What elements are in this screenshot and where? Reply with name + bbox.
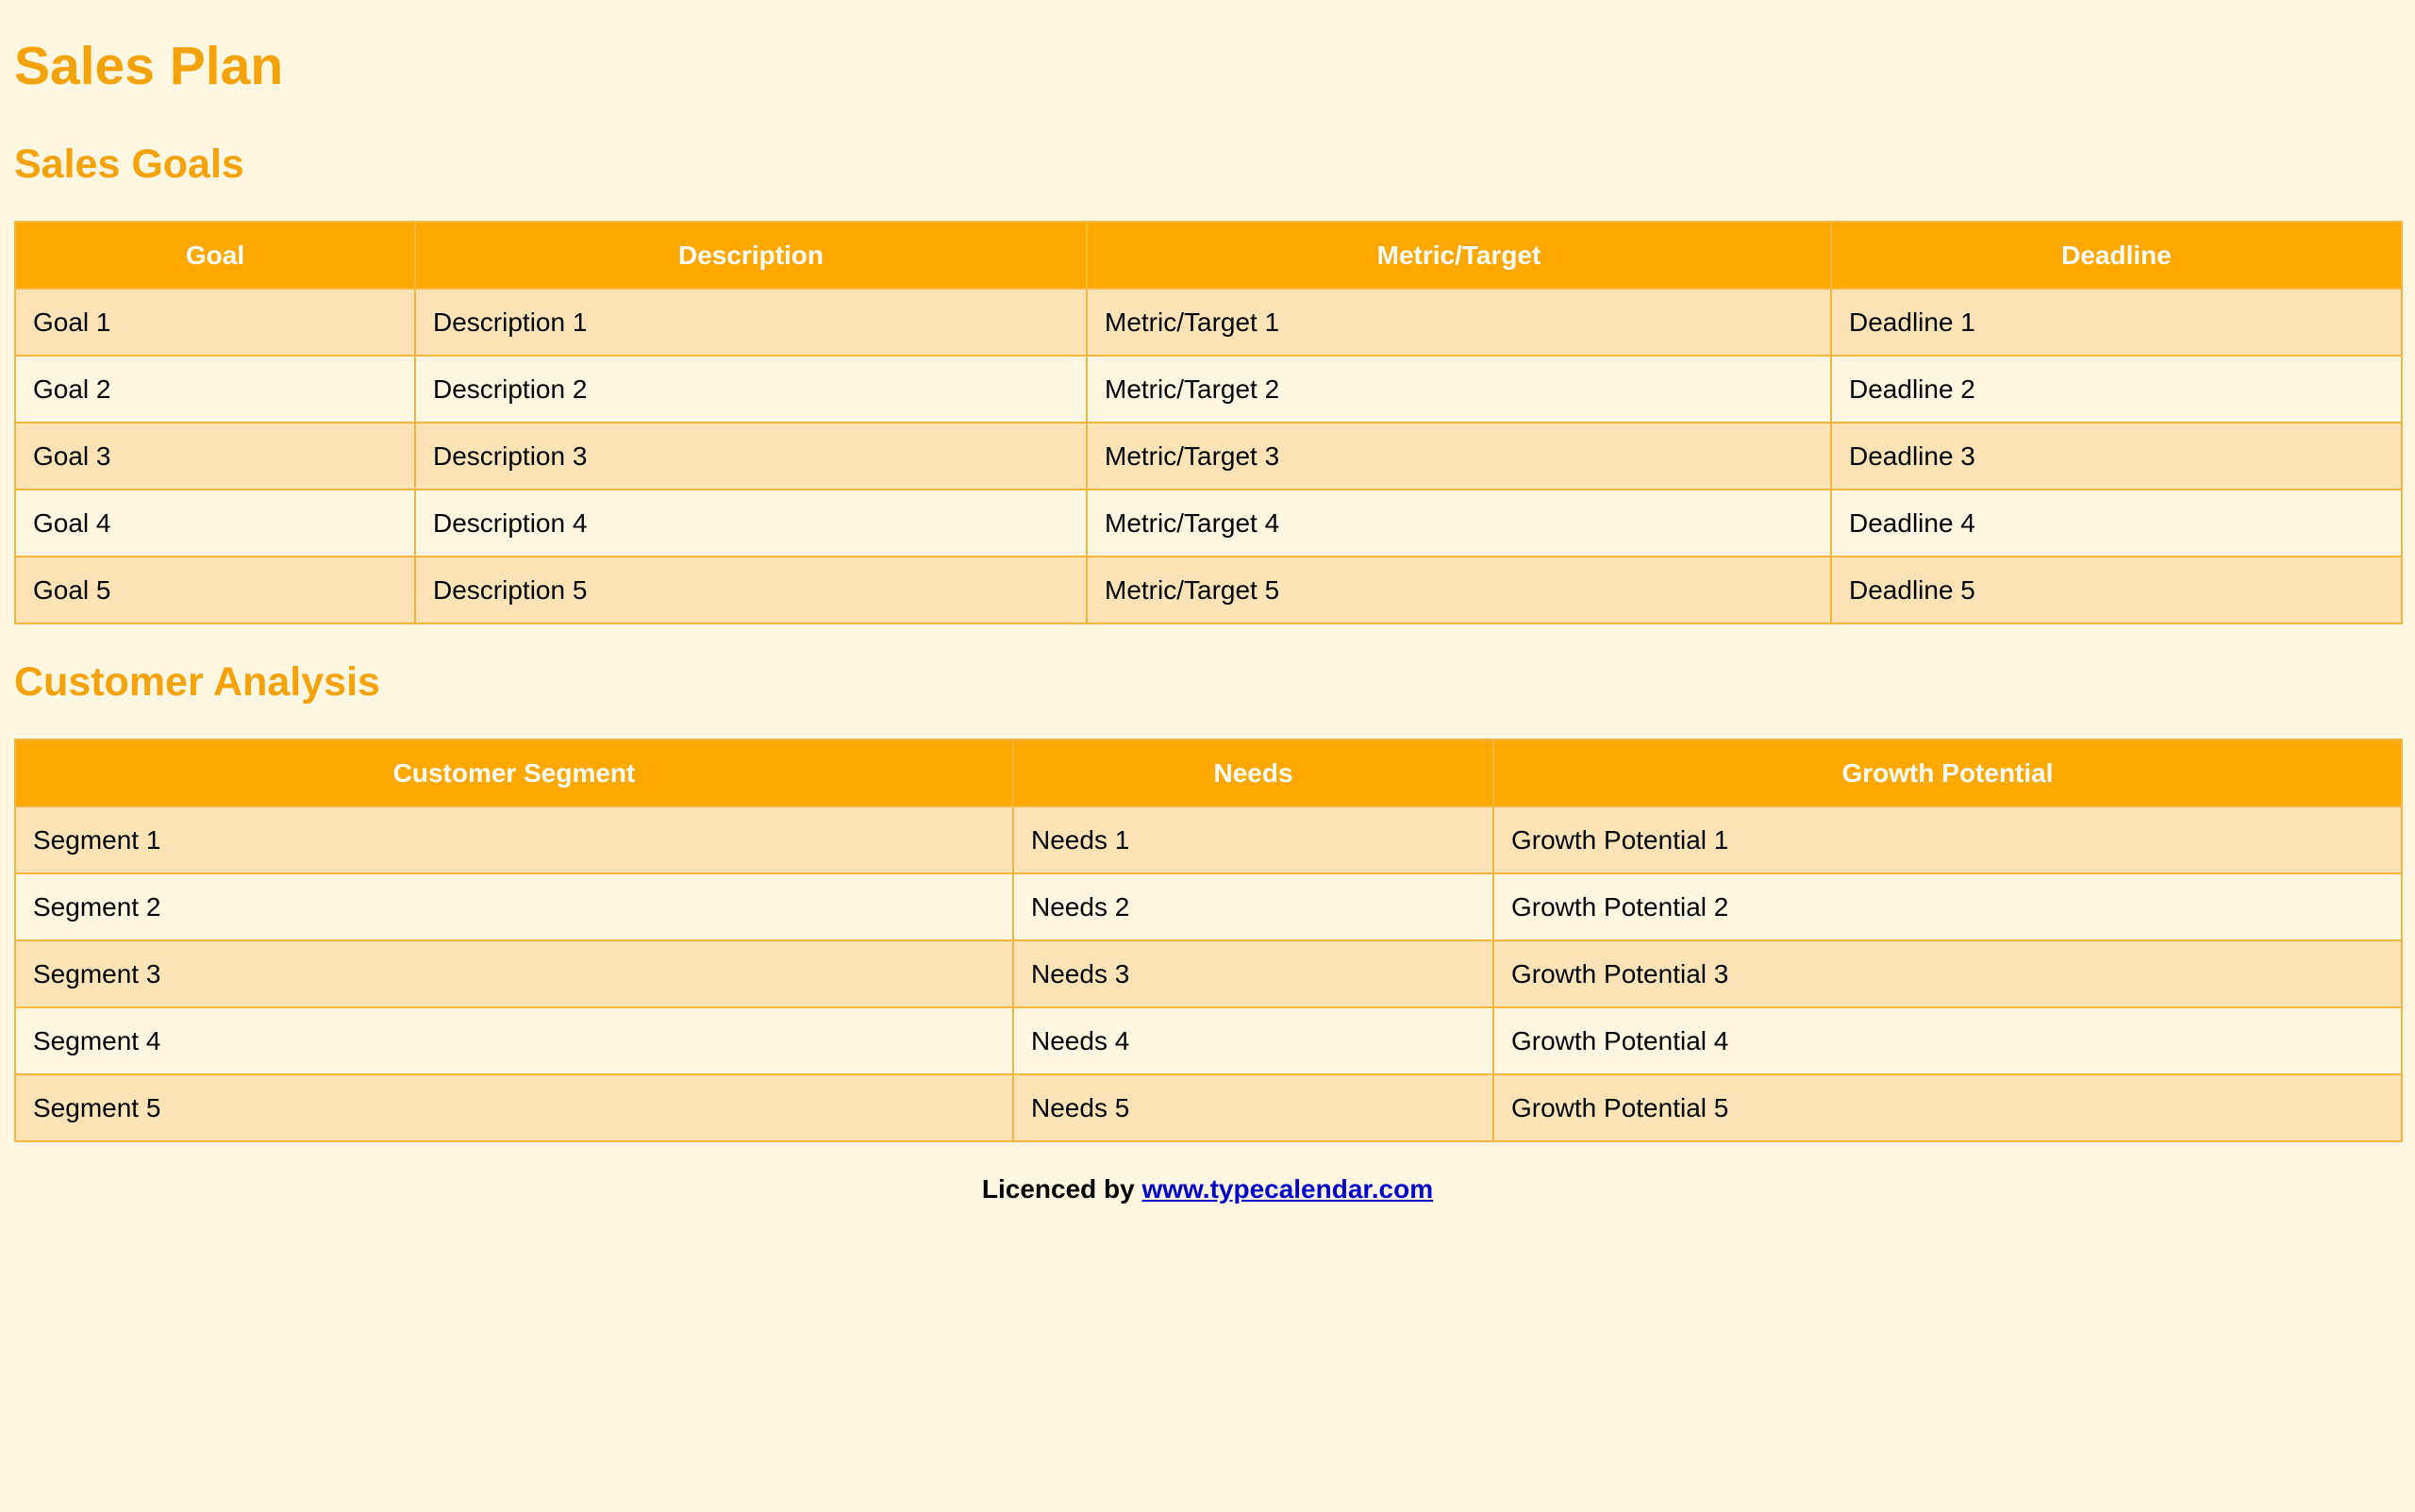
- segment-cell: Segment 4: [15, 1007, 1013, 1074]
- column-header-customer-segment: Customer Segment: [15, 739, 1013, 806]
- needs-cell: Needs 4: [1013, 1007, 1493, 1074]
- column-header-growth-potential: Growth Potential: [1493, 739, 2402, 806]
- table-row: [15, 873, 2402, 940]
- description-cell: Description 3: [415, 423, 1087, 490]
- customer-analysis-heading: Customer Analysis: [14, 659, 380, 705]
- needs-cell: Needs 3: [1013, 940, 1493, 1007]
- table-row: [15, 557, 2402, 623]
- needs-cell: Needs 1: [1013, 806, 1493, 873]
- table-row: [15, 356, 2402, 423]
- deadline-cell: Deadline 4: [1831, 490, 2402, 557]
- segment-cell: Segment 2: [15, 873, 1013, 940]
- table-row: [15, 490, 2402, 557]
- needs-cell: Needs 2: [1013, 873, 1493, 940]
- segment-cell: Segment 5: [15, 1074, 1013, 1141]
- table-row: [15, 806, 2402, 873]
- table-header-row: [15, 222, 2402, 289]
- license-footer: [14, 1174, 2401, 1205]
- table-row: [15, 940, 2402, 1007]
- table-row: [15, 1074, 2402, 1141]
- metric-target-cell: Metric/Target 5: [1087, 557, 1831, 623]
- sales-goals-heading: Sales Goals: [14, 141, 244, 187]
- growth-potential-cell: Growth Potential 2: [1493, 873, 2402, 940]
- growth-potential-cell: Growth Potential 1: [1493, 806, 2402, 873]
- typecalendar-link[interactable]: www.typecalendar.com: [1141, 1174, 1434, 1204]
- goal-cell: Goal 3: [15, 423, 415, 490]
- column-header-deadline: Deadline: [1831, 222, 2402, 289]
- deadline-cell: Deadline 2: [1831, 356, 2402, 423]
- goal-cell: Goal 5: [15, 557, 415, 623]
- deadline-cell: Deadline 3: [1831, 423, 2402, 490]
- segment-cell: Segment 1: [15, 806, 1013, 873]
- metric-target-cell: Metric/Target 4: [1087, 490, 1831, 557]
- deadline-cell: Deadline 5: [1831, 557, 2402, 623]
- description-cell: Description 4: [415, 490, 1087, 557]
- table-row: [15, 1007, 2402, 1074]
- description-cell: Description 1: [415, 289, 1087, 356]
- deadline-cell: Deadline 1: [1831, 289, 2402, 356]
- license-prefix: Licenced by: [981, 1174, 1135, 1204]
- metric-target-cell: Metric/Target 2: [1087, 356, 1831, 423]
- segment-cell: Segment 3: [15, 940, 1013, 1007]
- table-row: [15, 289, 2402, 356]
- description-cell: Description 5: [415, 557, 1087, 623]
- customer-analysis-table: [14, 739, 2403, 1142]
- table-header-row: [15, 739, 2402, 806]
- needs-cell: Needs 5: [1013, 1074, 1493, 1141]
- description-cell: Description 2: [415, 356, 1087, 423]
- growth-potential-cell: Growth Potential 5: [1493, 1074, 2402, 1141]
- goal-cell: Goal 1: [15, 289, 415, 356]
- sales-goals-table: [14, 221, 2403, 624]
- metric-target-cell: Metric/Target 1: [1087, 289, 1831, 356]
- column-header-needs: Needs: [1013, 739, 1493, 806]
- growth-potential-cell: Growth Potential 4: [1493, 1007, 2402, 1074]
- table-row: [15, 423, 2402, 490]
- goal-cell: Goal 4: [15, 490, 415, 557]
- goal-cell: Goal 2: [15, 356, 415, 423]
- column-header-description: Description: [415, 222, 1087, 289]
- growth-potential-cell: Growth Potential 3: [1493, 940, 2402, 1007]
- metric-target-cell: Metric/Target 3: [1087, 423, 1831, 490]
- column-header-goal: Goal: [15, 222, 415, 289]
- column-header-metric-target: Metric/Target: [1087, 222, 1831, 289]
- page-title: Sales Plan: [14, 36, 284, 96]
